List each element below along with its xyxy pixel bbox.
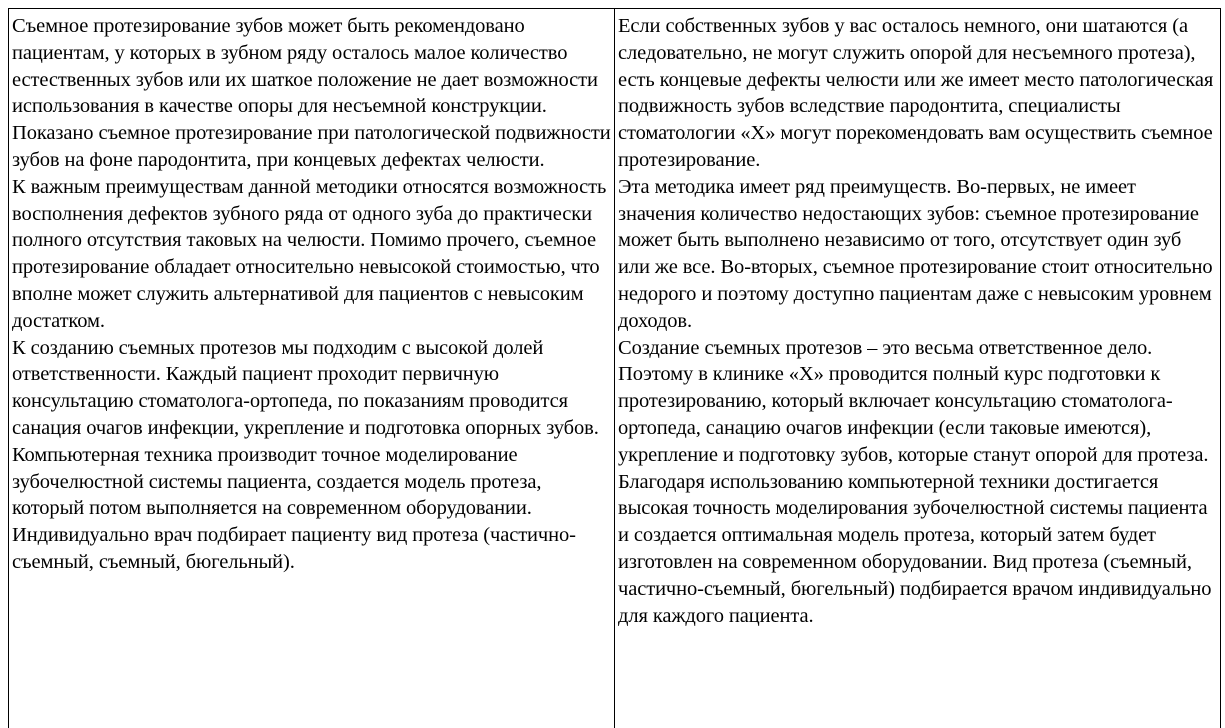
comparison-table (8, 8, 1221, 728)
right-paragraph-1: Если собственных зубов у вас осталось немного, они шатаются (а следовательно, не могут служить опорой для несъемного протеза), есть концевые дефекты челюсти или же имеет место патологическая подвижность зубов вследствие пародонтита, специалисты стоматологии «Х» могут порекомендовать вам осуществить съемное протезирование. (618, 15, 1214, 171)
left-text-cell[interactable] (9, 9, 615, 728)
left-paragraph-1: Съемное протезирование зубов может быть рекомендовано пациентам, у которых в зубном ряду осталось малое количество естественных зубов или их шаткое положение не дает возможности использования в качестве опоры для несъемной конструкции. Показано съемное протезирование при патологической подвижности зубов на фоне пародонтита, при концевых дефектах челюсти. (12, 15, 611, 171)
right-paragraph-3: Создание съемных протезов – это весьма ответственное дело. Поэтому в клинике «Х» проводится полный курс подготовки к протезированию, который включает консультацию стоматолога-ортопеда, санацию очагов инфекции (если таковые имеются), укрепление и подготовку зубов, которые станут опорой для протеза. (618, 336, 1209, 466)
right-paragraph-2: Эта методика имеет ряд преимуществ. Во-первых, не имеет значения количество недостающих зубов: съемное протезирование может быть выполнено независимо от того, отсутствует один зуб или же все. Во-вторых, съемное протезирование стоит относительно недорого и поэтому доступно пациентам даже с невысоким уровнем доходов. (618, 175, 1213, 332)
right-text-cell[interactable] (615, 9, 1220, 728)
left-paragraph-2: К важным преимуществам данной методики относятся возможность восполнения дефектов зубного ряда от одного зуба до практически полного отсутствия таковых на челюсти. Помимо прочего, съемное протезирование обладает относительно невысокой стоимостью, что вполне может служить альтернативой для пациентов с невысоким достатком. (12, 175, 607, 332)
right-paragraph-4: Благодаря использованию компьютерной техники достигается высокая точность моделирования зубочелюстной системы пациента и создается оптимальная модель протеза, который затем будет изготовлен на современном оборудовании. Вид протеза (съемный, частично-съемный, бюгельный) подбирается врачом индивидуально для каждого пациента. (618, 470, 1212, 627)
left-paragraph-3: К созданию съемных протезов мы подходим с высокой долей ответственности. Каждый пациент проходит первичную консультацию стоматолога-ортопеда, по показаниям проводится санация очагов инфекции, укрепление и подготовка опорных зубов. Компьютерная техника производит точное моделирование зубочелюстной системы пациента, создается модель протеза, который потом выполняется на современном оборудовании. Индивидуально врач подбирает пациенту вид протеза (частично-съемный, съемный, бюгельный). (12, 336, 599, 573)
